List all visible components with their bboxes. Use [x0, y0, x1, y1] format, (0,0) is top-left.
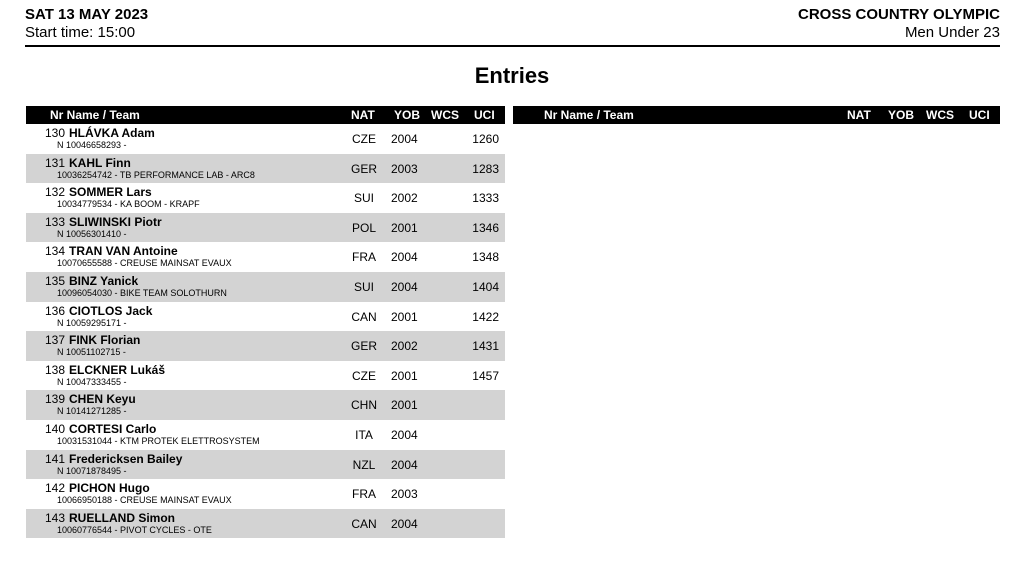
table-row [26, 450, 505, 480]
table-row [26, 213, 505, 243]
start-time: Start time: 15:00 [25, 24, 136, 41]
uci-ranking: 1422 [472, 309, 499, 324]
event-date: SAT 13 MAY 2023 [25, 6, 149, 23]
rider-name: SLIWINSKI Piotr [69, 214, 162, 229]
nationality: CZE [352, 132, 376, 146]
rider-name: FINK Florian [69, 333, 141, 348]
year-of-birth: 2003 [391, 487, 418, 502]
entry-number: 141 [44, 451, 65, 466]
year-of-birth: 2002 [391, 339, 418, 354]
col-wcs: WCS [431, 108, 459, 122]
rider-uci-id-team: 10034779534 - KA BOOM - KRAPF [57, 199, 200, 210]
table-row [26, 331, 505, 361]
year-of-birth: 2004 [391, 279, 418, 294]
rider-uci-id-team: 10066950188 - CREUSE MAINSAT EVAUX [57, 495, 232, 506]
table-row [26, 302, 505, 332]
year-of-birth: 2001 [391, 398, 418, 413]
rider-uci-id-team: N 10047333455 - [57, 376, 127, 387]
year-of-birth: 2001 [391, 220, 418, 235]
table-header [26, 106, 505, 124]
rider-name: SOMMER Lars [69, 185, 152, 200]
rider-uci-id-team: N 10059295171 - [57, 317, 127, 328]
year-of-birth: 2004 [391, 516, 418, 531]
col-nat: NAT [847, 108, 871, 122]
rider-uci-id-team: N 10141271285 - [57, 406, 127, 417]
entries-table-right [513, 106, 1000, 124]
uci-ranking: 1333 [472, 191, 499, 206]
table-row [26, 183, 505, 213]
nationality: CZE [352, 368, 376, 383]
rider-uci-id-team: 10031531044 - KTM PROTEK ELETTROSYSTEM [57, 435, 260, 446]
entry-number: 135 [44, 273, 65, 288]
year-of-birth: 2001 [391, 309, 418, 324]
table-header [513, 106, 1000, 124]
rider-uci-id-team: 10096054030 - BIKE TEAM SOLOTHURN [57, 287, 227, 298]
col-nat: NAT [351, 108, 375, 122]
rider-name: RUELLAND Simon [69, 510, 175, 525]
rider-uci-id-team: N 10071878495 - [57, 465, 127, 476]
rider-uci-id-team: N 10051102715 - [57, 347, 126, 358]
entries-list [26, 124, 505, 538]
uci-ranking: 1457 [472, 368, 499, 383]
year-of-birth: 2002 [391, 191, 418, 206]
rider-name: Fredericksen Bailey [69, 451, 183, 466]
uci-ranking: 1260 [472, 132, 499, 146]
table-row [26, 124, 505, 154]
year-of-birth: 2001 [391, 368, 418, 383]
entry-number: 137 [44, 333, 65, 348]
event-category: Men Under 23 [904, 24, 1000, 41]
year-of-birth: 2004 [391, 427, 418, 442]
page-title: Entries [474, 63, 550, 88]
nationality: FRA [352, 487, 376, 502]
nationality: CAN [351, 309, 377, 324]
entry-number: 140 [44, 421, 65, 436]
table-row [26, 242, 505, 272]
nationality: SUI [353, 191, 374, 206]
rider-name: CIOTLOS Jack [69, 303, 153, 318]
table-row [26, 479, 505, 509]
rider-uci-id-team: N 10046658293 - [57, 140, 127, 150]
table-row [26, 390, 505, 420]
uci-ranking: 1348 [472, 250, 499, 265]
entry-number: 139 [44, 392, 65, 407]
col-uci: UCI [969, 108, 990, 122]
rider-uci-id-team: 10036254742 - TB PERFORMANCE LAB - ARC8 [57, 169, 255, 180]
entry-number: 134 [44, 244, 65, 259]
rider-uci-id-team: N 10056301410 - [57, 228, 127, 239]
nationality: NZL [352, 457, 376, 472]
table-row [26, 272, 505, 302]
nationality: ITA [355, 427, 373, 442]
entries-table-left [26, 106, 505, 538]
year-of-birth: 2004 [391, 457, 418, 472]
rider-uci-id-team: 10060776544 - PIVOT CYCLES - OTE [57, 524, 212, 535]
entry-number: 131 [44, 155, 65, 170]
event-name: CROSS COUNTRY OLYMPIC [798, 6, 1000, 23]
entry-number: 133 [44, 214, 65, 229]
year-of-birth: 2003 [391, 161, 418, 176]
nationality: CAN [351, 516, 377, 531]
rider-name: HLÁVKA Adam [69, 126, 155, 140]
entry-number: 132 [44, 185, 65, 200]
col-yob: YOB [394, 108, 421, 122]
nationality: GER [350, 339, 377, 354]
nationality: POL [351, 220, 376, 235]
uci-ranking: 1346 [472, 220, 499, 235]
rider-name: TRAN VAN Antoine [69, 244, 178, 259]
entry-number: 130 [44, 126, 65, 140]
year-of-birth: 2004 [391, 132, 418, 146]
table-row [26, 420, 505, 450]
nationality: SUI [353, 279, 374, 294]
col-nr-name-team: Nr Name / Team [50, 108, 140, 122]
page-header [25, 6, 1000, 44]
col-uci: UCI [474, 108, 495, 122]
rider-name: KAHL Finn [69, 155, 131, 170]
rider-name: CORTESI Carlo [69, 421, 157, 436]
table-row [26, 509, 505, 539]
uci-ranking: 1404 [472, 279, 499, 294]
rider-name: BINZ Yanick [69, 273, 139, 288]
nationality: FRA [352, 250, 376, 265]
entry-number: 138 [44, 362, 65, 377]
rider-uci-id-team: 10070655588 - CREUSE MAINSAT EVAUX [57, 258, 232, 269]
header-divider [25, 45, 1000, 47]
uci-ranking: 1283 [472, 161, 499, 176]
nationality: CHN [351, 398, 377, 413]
col-wcs: WCS [926, 108, 954, 122]
uci-ranking: 1431 [472, 339, 499, 354]
entry-number: 143 [44, 510, 65, 525]
nationality: GER [350, 161, 377, 176]
table-row [26, 361, 505, 391]
rider-name: ELCKNER Lukáš [69, 362, 166, 377]
table-row [26, 154, 505, 184]
entry-number: 142 [44, 481, 65, 496]
col-nr-name-team: Nr Name / Team [544, 108, 634, 122]
col-yob: YOB [888, 108, 915, 122]
year-of-birth: 2004 [391, 250, 418, 265]
rider-name: CHEN Keyu [69, 392, 136, 407]
rider-name: PICHON Hugo [69, 481, 150, 496]
entry-number: 136 [44, 303, 65, 318]
